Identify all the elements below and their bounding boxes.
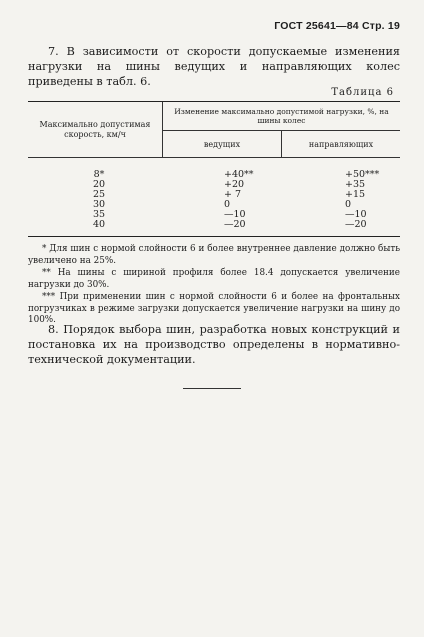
driving-value-cell: +20 — [224, 179, 245, 190]
page-header: ГОСТ 25641—84 Стр. 19 — [274, 20, 400, 32]
speed-cell: 40 — [92, 219, 106, 230]
footnote-2: ** На шины с шириной профиля более 18.4 допускается увеличение нагрузки до 30%. — [28, 268, 400, 290]
footnote-3: *** При применении шин с нормой слойности 6 и более на фронтальных погрузчиках в режиме загрузки допускается увеличение нагрузки на шину до 100%. — [28, 292, 400, 325]
load-change-table — [28, 101, 400, 237]
table-body — [28, 158, 400, 236]
steering-value-cell: +15 — [345, 189, 366, 200]
table-header — [28, 102, 400, 158]
speed-cell: 30 — [92, 199, 106, 210]
driving-wheels-header: ведущих — [163, 131, 282, 157]
driving-value-cell: 0 — [224, 199, 231, 210]
driving-value-cell: —10 — [224, 209, 246, 220]
end-divider — [183, 388, 241, 389]
driving-value-cell: —20 — [224, 219, 246, 230]
speed-cell: 20 — [92, 179, 106, 190]
steering-wheels-header: направляющих — [308, 139, 374, 149]
driving-value-cell: +40** — [224, 169, 254, 180]
speed-cell: 35 — [92, 209, 106, 220]
speed-cell: 25 — [92, 189, 106, 200]
footnote-1: * Для шин с нормой слойности 6 и более внутреннее давление должно быть увеличено на 25%. — [28, 244, 400, 266]
table-row — [28, 220, 400, 230]
steering-value-cell: +35 — [345, 179, 366, 190]
paragraph-8: 8. Порядок выбора шин, разработка новых конструкций и постановка их на производство определены в нормативно-технической документации. — [28, 323, 400, 366]
footnotes — [28, 244, 400, 328]
speed-cell: 8* — [93, 169, 105, 180]
steering-value-cell: 0 — [345, 199, 352, 210]
driving-value-cell: + 7 — [224, 189, 242, 200]
steering-value-cell: +50*** — [345, 169, 380, 180]
paragraph-7: 7. В зависимости от скорости допускаемые изменения нагрузки на шины ведущих и направляющих колес приведены в табл. 6. — [28, 45, 400, 88]
steering-value-cell: —10 — [345, 209, 367, 220]
load-change-group-header: Изменение максимально допустимой нагрузки, %, на шины колес — [163, 102, 400, 131]
table-label: Таблица 6 — [331, 87, 394, 98]
speed-column-header: Максимально допустимая скорость, км/ч — [28, 102, 163, 157]
steering-value-cell: —20 — [345, 219, 367, 230]
